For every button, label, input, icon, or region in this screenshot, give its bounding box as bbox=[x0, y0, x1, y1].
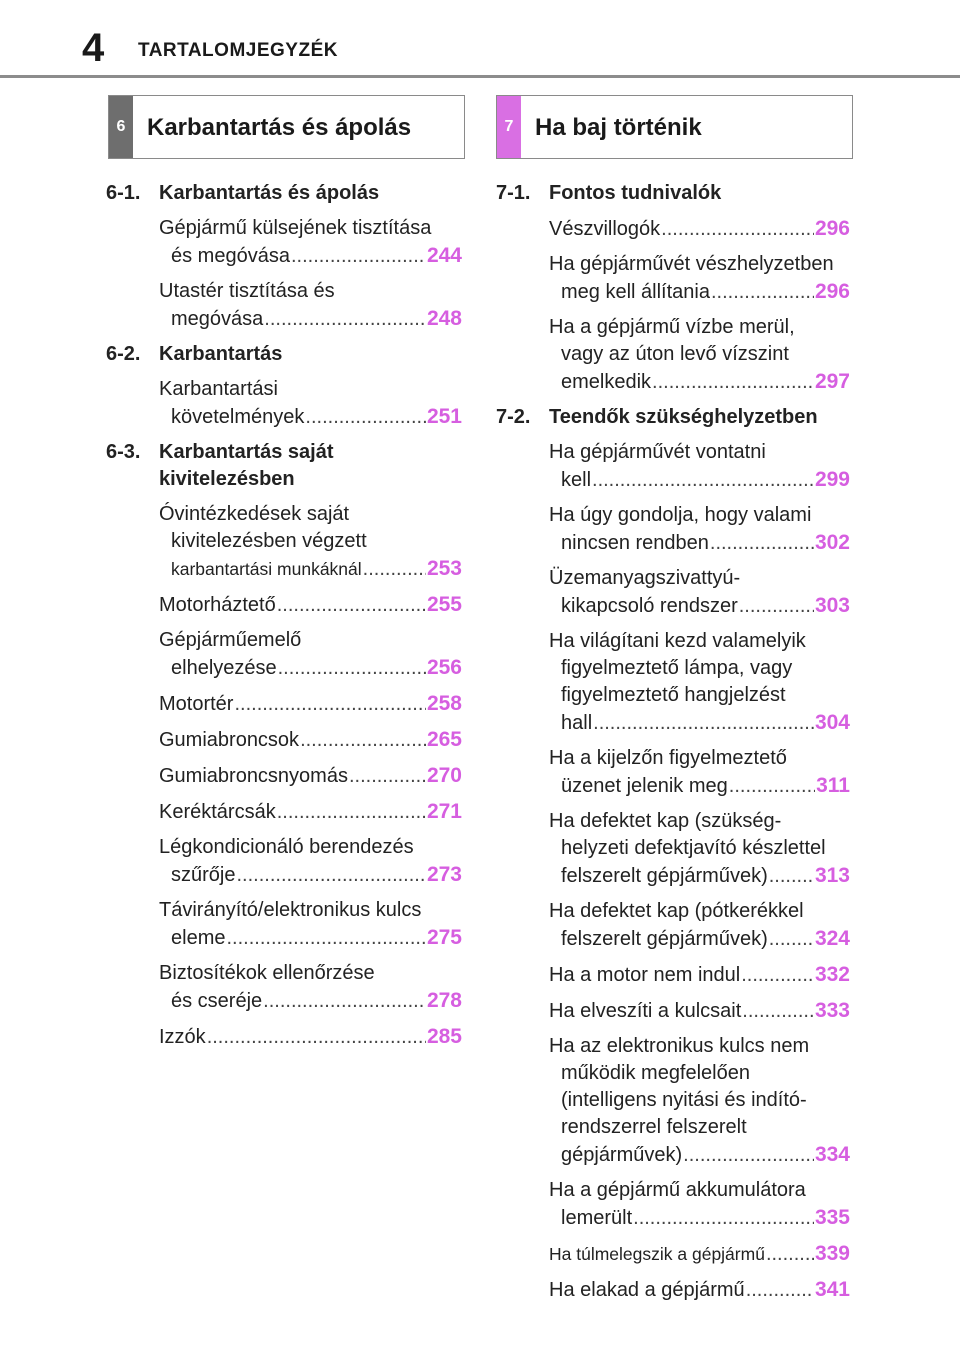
chapter-tab-7[interactable] bbox=[496, 95, 853, 159]
toc-entry-final-line bbox=[159, 924, 462, 952]
toc-entry-text: figyelmeztető lámpa, vagy bbox=[561, 657, 793, 679]
toc-entry-final-line bbox=[159, 762, 462, 790]
toc-entry-text: Ha a gépjármű vízbe merül, bbox=[549, 316, 795, 338]
section-title bbox=[159, 180, 462, 207]
toc-entry-final-line bbox=[159, 654, 462, 682]
toc-entry-final-line bbox=[549, 961, 850, 989]
chapter-number-badge: 6 bbox=[109, 96, 133, 158]
toc-entry-text: Ha defektet kap (szükség- bbox=[549, 810, 782, 832]
toc-entry-text: meg kell állítania bbox=[561, 281, 710, 303]
section-heading bbox=[496, 180, 850, 215]
toc-entry-text: Ha defektet kap (pótkerékkel bbox=[549, 900, 804, 922]
toc-entry-final-line bbox=[549, 1240, 850, 1268]
toc-entry-text: Ha gépjárművét vészhelyzetben bbox=[549, 253, 834, 275]
toc-entry-text: Ha a kijelzőn figyelmeztető bbox=[549, 747, 787, 769]
toc-entry-text: és megóvása bbox=[171, 245, 290, 267]
dot-leader bbox=[277, 592, 426, 619]
dot-leader bbox=[729, 773, 815, 800]
toc-entry-text: hall bbox=[561, 712, 593, 734]
toc-entry-text: lemerült bbox=[561, 1207, 633, 1229]
page-number: 4 bbox=[82, 26, 105, 70]
chapter-tab-6[interactable] bbox=[108, 95, 465, 159]
toc-entry[interactable] bbox=[159, 278, 462, 341]
toc-entry-text: emelkedik bbox=[561, 371, 652, 393]
toc-entry[interactable] bbox=[549, 565, 850, 628]
toc-entry[interactable] bbox=[159, 690, 462, 726]
toc-entry-text: (intelligens nyitási és indító- bbox=[561, 1089, 807, 1111]
toc-entry-final-line bbox=[549, 1141, 850, 1169]
section-heading bbox=[496, 404, 850, 439]
toc-entry[interactable] bbox=[549, 314, 850, 404]
page-link[interactable]: 273 bbox=[426, 863, 462, 886]
toc-entry-final-line bbox=[159, 305, 462, 333]
toc-entry-text: kivitelezésben végzett bbox=[171, 530, 367, 552]
chapter-number-badge: 7 bbox=[497, 96, 521, 158]
page-link[interactable]: 248 bbox=[426, 307, 462, 330]
dot-leader bbox=[766, 1241, 814, 1268]
dot-leader bbox=[234, 691, 425, 718]
toc-entry-final-line bbox=[159, 242, 462, 270]
page-link[interactable]: 253 bbox=[426, 557, 462, 580]
toc-entry-text: vagy az úton levő vízszint bbox=[561, 343, 789, 365]
toc-entry-text: Motortér bbox=[159, 693, 234, 715]
toc-entry-final-line bbox=[159, 690, 462, 718]
toc-entry-text: Ha az elektronikus kulcs nem bbox=[549, 1035, 810, 1057]
toc-entry[interactable] bbox=[159, 834, 462, 897]
page-link[interactable]: 297 bbox=[814, 370, 850, 393]
section-number: 6-1. bbox=[106, 182, 141, 204]
dot-leader bbox=[742, 998, 814, 1025]
toc-entry-text: karbantartási munkáknál bbox=[171, 559, 362, 579]
dot-leader bbox=[300, 727, 426, 754]
toc-entry-final-line bbox=[549, 1276, 850, 1304]
page-link[interactable]: 296 bbox=[814, 217, 850, 240]
toc-entry[interactable] bbox=[159, 798, 462, 834]
page-link[interactable]: 334 bbox=[814, 1143, 850, 1166]
toc-entry-text: és cseréje bbox=[171, 990, 263, 1012]
toc-entry[interactable] bbox=[549, 1276, 850, 1312]
page-title: TARTALOMJEGYZÉK bbox=[138, 40, 338, 61]
dot-leader bbox=[741, 962, 814, 989]
section-title-line: kivitelezésben bbox=[159, 468, 295, 490]
page-link[interactable]: 332 bbox=[814, 963, 850, 986]
toc-entry-text: Óvintézkedések saját bbox=[159, 503, 350, 525]
toc-entry[interactable] bbox=[159, 591, 462, 627]
toc-entry[interactable] bbox=[549, 961, 850, 997]
dot-leader bbox=[746, 1277, 814, 1304]
page-link[interactable]: 299 bbox=[814, 468, 850, 491]
toc-entry-final-line bbox=[549, 1204, 850, 1232]
toc-entry-final-line bbox=[549, 466, 850, 494]
section-title-line: Karbantartás saját bbox=[159, 441, 334, 463]
toc-entry-final-line bbox=[159, 591, 462, 619]
toc-entry[interactable] bbox=[549, 1033, 850, 1177]
toc-entry-text: Ha világítani kezd valamelyik bbox=[549, 630, 806, 652]
toc-entry-text: Gépjárműemelő bbox=[159, 629, 302, 651]
toc-entry-final-line bbox=[549, 278, 850, 306]
toc-entry[interactable] bbox=[159, 215, 462, 278]
toc-entry-text: üzenet jelenik meg bbox=[561, 775, 728, 797]
toc-entry[interactable] bbox=[549, 1240, 850, 1276]
toc-entry[interactable] bbox=[159, 1023, 462, 1059]
toc-entry-text: felszerelt gépjárművek) bbox=[561, 928, 768, 950]
page-link[interactable]: 255 bbox=[426, 593, 462, 616]
chapter-title: Karbantartás és ápolás bbox=[147, 114, 412, 141]
dot-leader bbox=[291, 243, 426, 270]
toc-entry-final-line bbox=[159, 1023, 462, 1051]
toc-entry-text: Távirányító/elektronikus kulcs bbox=[159, 899, 422, 921]
toc-entry-text: figyelmeztető hangjelzést bbox=[561, 684, 786, 706]
toc-entry-text: megóvása bbox=[171, 308, 264, 330]
toc-entry[interactable] bbox=[549, 628, 850, 745]
toc-entry-text: követelmények bbox=[171, 406, 305, 428]
page-link[interactable]: 296 bbox=[814, 280, 850, 303]
toc-entry-text: Vészvillogók bbox=[549, 218, 661, 240]
toc-entry-text: Utastér tisztítása és bbox=[159, 280, 335, 302]
section-number: 7-1. bbox=[496, 182, 531, 204]
toc-entry-text: rendszerrel felszerelt bbox=[561, 1116, 747, 1138]
toc-column-right bbox=[496, 180, 850, 1312]
toc-entry-text: működik megfelelően bbox=[561, 1062, 750, 1084]
toc-entry[interactable] bbox=[549, 745, 850, 808]
section-number: 7-2. bbox=[496, 406, 531, 428]
section-number: 6-2. bbox=[106, 343, 141, 365]
dot-leader bbox=[593, 710, 814, 737]
page-link[interactable]: 265 bbox=[426, 728, 462, 751]
page-link[interactable]: 341 bbox=[814, 1278, 850, 1301]
toc-entry[interactable] bbox=[159, 762, 462, 798]
toc-entry-final-line bbox=[159, 726, 462, 754]
dot-leader bbox=[207, 1024, 426, 1051]
dot-leader bbox=[277, 799, 426, 826]
toc-entry-final-line bbox=[159, 798, 462, 826]
page-link[interactable]: 339 bbox=[814, 1242, 850, 1265]
dot-leader bbox=[652, 369, 814, 396]
dot-leader bbox=[236, 862, 425, 889]
toc-entry-final-line bbox=[549, 592, 850, 620]
toc-entry[interactable] bbox=[549, 439, 850, 502]
page-link[interactable]: 335 bbox=[814, 1206, 850, 1229]
toc-entry-text: Izzók bbox=[159, 1026, 206, 1048]
toc-entry[interactable] bbox=[549, 502, 850, 565]
toc-column-left bbox=[106, 180, 462, 1059]
page-link[interactable]: 275 bbox=[426, 926, 462, 949]
page-link[interactable]: 304 bbox=[814, 711, 850, 734]
section-title-line: Fontos tudnivalók bbox=[549, 182, 722, 204]
toc-entry[interactable] bbox=[159, 501, 462, 591]
dot-leader bbox=[769, 926, 814, 953]
toc-entry-text: nincsen rendben bbox=[561, 532, 709, 554]
toc-entry-final-line bbox=[549, 709, 850, 737]
toc-entry-text: Ha gépjárművét vontatni bbox=[549, 441, 766, 463]
dot-leader bbox=[633, 1205, 814, 1232]
dot-leader bbox=[739, 593, 814, 620]
toc-entry-text: Gumiabroncsnyomás bbox=[159, 765, 348, 787]
page-header bbox=[0, 0, 960, 78]
toc-entry-final-line bbox=[159, 555, 462, 583]
page-link[interactable]: 258 bbox=[426, 692, 462, 715]
section-title bbox=[549, 180, 850, 207]
dot-leader bbox=[710, 530, 814, 557]
toc-entry-text: Ha a motor nem indul bbox=[549, 964, 741, 986]
page-link[interactable]: 303 bbox=[814, 594, 850, 617]
dot-leader bbox=[263, 988, 426, 1015]
toc-entry-final-line bbox=[159, 861, 462, 889]
toc-entry[interactable] bbox=[159, 627, 462, 690]
toc-entry-text: Ha túlmelegszik a gépjármű bbox=[549, 1244, 765, 1264]
toc-entry-text: Motorháztető bbox=[159, 594, 276, 616]
toc-entry-text: Karbantartási bbox=[159, 378, 278, 400]
toc-entry-text: szűrője bbox=[171, 864, 236, 886]
dot-leader bbox=[278, 655, 426, 682]
section-title-line: Karbantartás bbox=[159, 343, 283, 365]
page-link[interactable]: 302 bbox=[814, 531, 850, 554]
toc-entry[interactable] bbox=[549, 215, 850, 251]
toc-entry-final-line bbox=[549, 368, 850, 396]
toc-entry-final-line bbox=[549, 215, 850, 243]
dot-leader bbox=[363, 556, 426, 583]
page-link[interactable]: 251 bbox=[426, 405, 462, 428]
toc-entry-text: gépjárművek) bbox=[561, 1144, 683, 1166]
toc-entry[interactable] bbox=[549, 997, 850, 1033]
header-divider bbox=[0, 75, 960, 78]
dot-leader bbox=[711, 279, 814, 306]
dot-leader bbox=[264, 306, 426, 333]
section-title bbox=[159, 439, 462, 493]
section-title bbox=[159, 341, 462, 368]
chapter-title: Ha baj történik bbox=[535, 114, 702, 141]
section-title-line: Teendők szükséghelyzetben bbox=[549, 406, 818, 428]
toc-entry-text: Keréktárcsák bbox=[159, 801, 276, 823]
toc-entry-final-line bbox=[549, 529, 850, 557]
toc-entry-text: Légkondicionáló berendezés bbox=[159, 836, 414, 858]
page-link[interactable]: 313 bbox=[814, 864, 850, 887]
page-link[interactable]: 244 bbox=[426, 244, 462, 267]
toc-entry-text: kikapcsoló rendszer bbox=[561, 595, 738, 617]
toc-entry[interactable] bbox=[549, 1177, 850, 1240]
toc-entry-text: elhelyezése bbox=[171, 657, 277, 679]
dot-leader bbox=[349, 763, 426, 790]
page-link[interactable]: 278 bbox=[426, 989, 462, 1012]
page-link[interactable]: 256 bbox=[426, 656, 462, 679]
dot-leader bbox=[305, 404, 426, 431]
toc-entry-text: Üzemanyagszivattyú- bbox=[549, 567, 741, 589]
section-title-line: Karbantartás és ápolás bbox=[159, 182, 380, 204]
page-link[interactable]: 285 bbox=[426, 1025, 462, 1048]
toc-entry[interactable] bbox=[549, 808, 850, 898]
toc-entry[interactable] bbox=[159, 960, 462, 1023]
toc-entry-final-line bbox=[549, 772, 850, 800]
toc-entry-text: Ha elveszíti a kulcsait bbox=[549, 1000, 742, 1022]
toc-entry[interactable] bbox=[159, 897, 462, 960]
dot-leader bbox=[769, 863, 814, 890]
toc-entry-text: Ha elakad a gépjármű bbox=[549, 1279, 745, 1301]
toc-entry-final-line bbox=[549, 997, 850, 1025]
page-link[interactable]: 324 bbox=[814, 927, 850, 950]
page-link[interactable]: 333 bbox=[814, 999, 850, 1022]
page-link[interactable]: 270 bbox=[426, 764, 462, 787]
section-heading bbox=[106, 439, 462, 501]
dot-leader bbox=[683, 1142, 814, 1169]
toc-entry-text: Biztosítékok ellenőrzése bbox=[159, 962, 375, 984]
toc-entry[interactable] bbox=[549, 898, 850, 961]
toc-entry-text: Ha úgy gondolja, hogy valami bbox=[549, 504, 812, 526]
section-title bbox=[549, 404, 850, 431]
dot-leader bbox=[661, 216, 814, 243]
page-link[interactable]: 271 bbox=[426, 800, 462, 823]
dot-leader bbox=[226, 925, 425, 952]
toc-entry-text: eleme bbox=[171, 927, 226, 949]
toc-entry-final-line bbox=[159, 403, 462, 431]
toc-entry-final-line bbox=[549, 862, 850, 890]
toc-entry[interactable] bbox=[549, 251, 850, 314]
toc-entry-final-line bbox=[549, 925, 850, 953]
section-number: 6-3. bbox=[106, 441, 141, 463]
toc-entry-text: felszerelt gépjárművek) bbox=[561, 865, 768, 887]
dot-leader bbox=[592, 467, 814, 494]
toc-entry-final-line bbox=[159, 987, 462, 1015]
toc-entry[interactable] bbox=[159, 726, 462, 762]
page-link[interactable]: 311 bbox=[816, 774, 850, 797]
toc-entry[interactable] bbox=[159, 376, 462, 439]
toc-entry-text: kell bbox=[561, 469, 592, 491]
toc-entry-text: helyzeti defektjavító készlettel bbox=[561, 837, 826, 859]
toc-entry-text: Ha a gépjármű akkumulátora bbox=[549, 1179, 806, 1201]
section-heading bbox=[106, 180, 462, 215]
toc-entry-text: Gépjármű külsejének tisztítása bbox=[159, 217, 432, 239]
toc-entry-text: Gumiabroncsok bbox=[159, 729, 300, 751]
section-heading bbox=[106, 341, 462, 376]
